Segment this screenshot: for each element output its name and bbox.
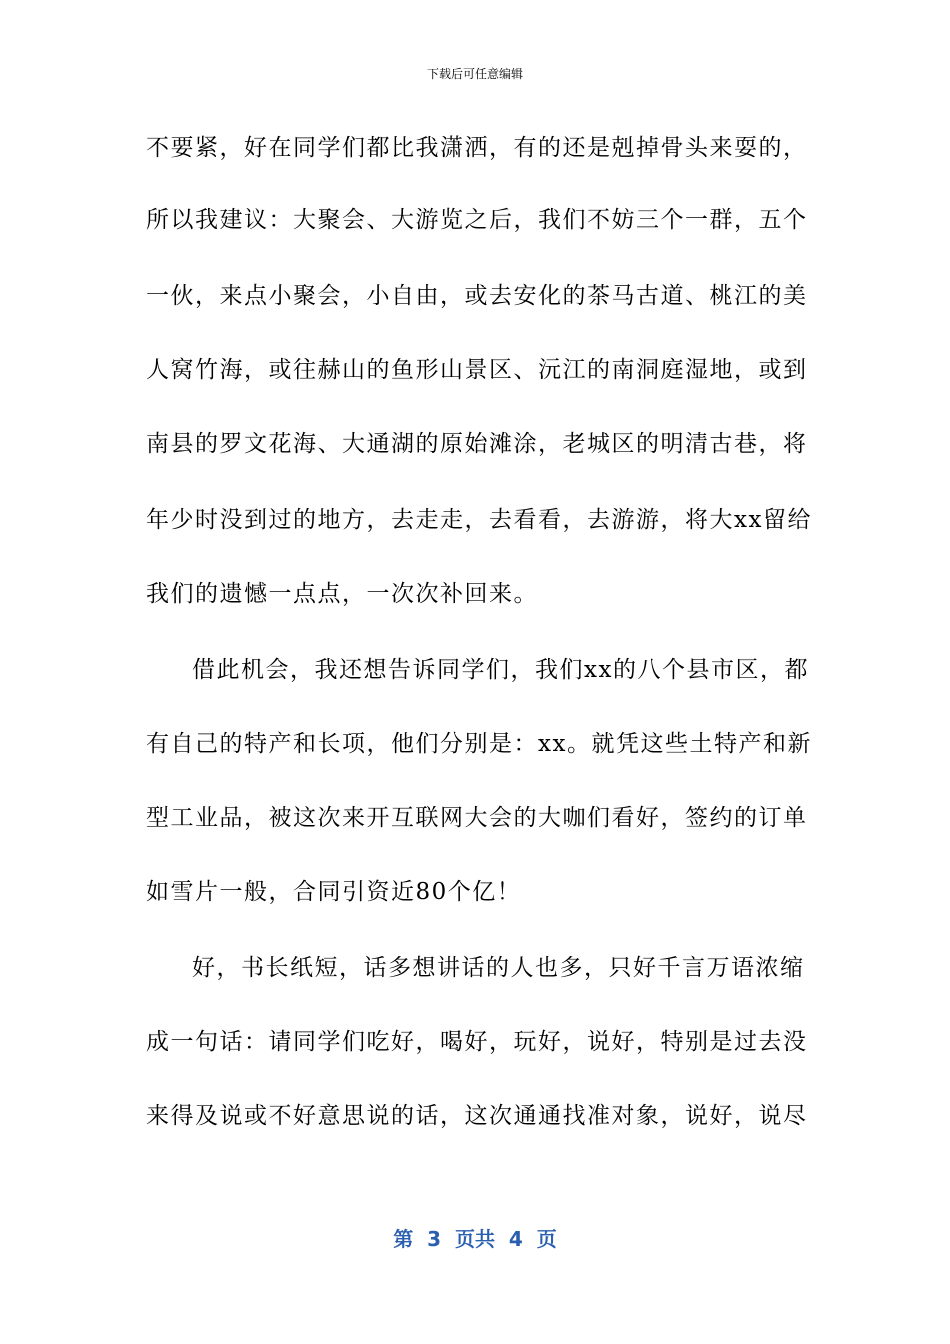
text-line: 人窝竹海，或往赫山的鱼形山景区、沅江的南洞庭湿地，或到 (146, 357, 808, 383)
text-line: 我们的遗憾一点点，一次次补回来。 (146, 581, 538, 607)
header-note: 下载后可任意编辑 (426, 67, 523, 81)
paragraph-first-line: 借此机会，我还想告诉同学们，我们xx的八个县市区，都 (192, 657, 809, 683)
text-line: 型工业品，被这次来开互联网大会的大咖们看好，签约的订单 (146, 805, 808, 831)
paragraph-first-line: 好，书长纸短，话多想讲话的人也多，只好千言万语浓缩 (192, 955, 805, 981)
text-line: 不要紧，好在同学们都比我潇洒，有的还是剋掉骨头来耍的， (146, 135, 808, 161)
text-line: 一伙，来点小聚会，小自由，或去安化的茶马古道、桃江的美 (146, 283, 808, 309)
text-line: 年少时没到过的地方，去走走，去看看，去游游，将大xx留给 (146, 507, 812, 533)
page-number-footer: 第 3 页共 4 页 (393, 1227, 557, 1251)
text-line: 南县的罗文花海、大通湖的原始滩涂，老城区的明清古巷，将 (146, 431, 808, 457)
text-line: 有自己的特产和长项，他们分别是：xx。就凭这些土特产和新 (146, 731, 812, 757)
text-line: 如雪片一般，合同引资近80个亿！ (146, 879, 522, 905)
text-line: 成一句话：请同学们吃好，喝好，玩好，说好，特别是过去没 (146, 1029, 808, 1055)
text-line: 来得及说或不好意思说的话，这次通通找准对象，说好，说尽 (146, 1103, 808, 1129)
text-line: 所以我建议：大聚会、大游览之后，我们不妨三个一群，五个 (146, 207, 808, 233)
